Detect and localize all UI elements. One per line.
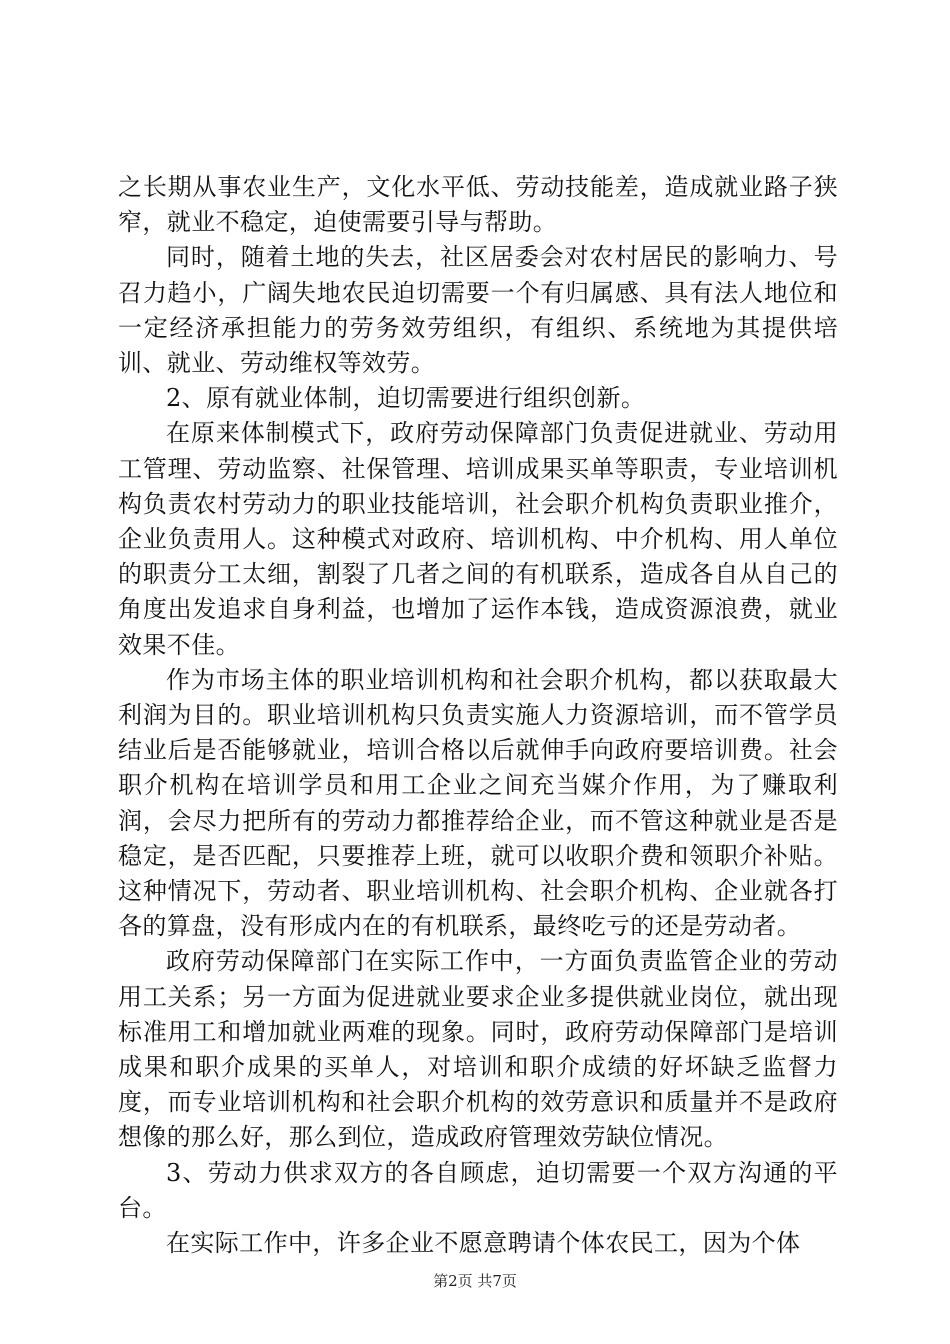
paragraph-1: 之长期从事农业生产，文化水平低、劳动技能差，造成就业路子狭窄，就业不稳定，迫使需要引导与帮助。	[118, 173, 838, 237]
paragraph-6: 在实际工作中，许多企业不愿意聘请个体农民工，因为个体	[166, 1229, 801, 1258]
paragraph-4: 作为市场主体的职业培训机构和社会职介机构，都以获取最大利润为目的。职业培训机构只负责实施人力资源培训，而不管学员结业后是否能够就业，培训合格以后就伸手向政府要培训费。社会职介机构在培训学员和用工企业之间充当媒介作用，为了赚取利润，会尽力把所有的劳动力都推荐给企业，而不管这种就业是否是稳定，是否匹配，只要推荐上班，就可以收职介费和领职介补贴。这种情况下，劳动者、职业培训机构、社会职介机构、企业就各打各的算盘，没有形成内在的有机联系，最终吃亏的还是劳动者。	[118, 665, 838, 941]
paragraph-3: 在原来体制模式下，政府劳动保障部门负责促进就业、劳动用工管理、劳动监察、社保管理、培训成果买单等职责，专业培训机构负责农村劳动力的职业技能培训，社会职介机构负责职业推介，企业负责用人。这种模式对政府、培训机构、中介机构、用人单位的职责分工太细，割裂了几者之间的有机联系，造成各自从自己的角度出发追求自身利益，也增加了运作本钱，造成资源浪费，就业效果不佳。	[118, 419, 838, 659]
paragraph-2: 同时，随着土地的失去，社区居委会对农村居民的影响力、号召力趋小，广阔失地农民迫切需要一个有归属感、具有法人地位和一定经济承担能力的劳务效劳组织，有组织、系统地为其提供培训、就业、劳动维权等效劳。	[118, 243, 838, 378]
page-number-footer: 第2页 共7页	[433, 1272, 517, 1290]
section-heading-3: 3、劳动力供求双方的各自顾虑，迫切需要一个双方沟通的平台。	[118, 1158, 838, 1222]
paragraph-5: 政府劳动保障部门在实际工作中，一方面负责监管企业的劳动用工关系；另一方面为促进就业要求企业多提供就业岗位，就出现标准用工和增加就业两难的现象。同时，政府劳动保障部门是培训成果和职介成果的买单人，对培训和职介成绩的好坏缺乏监督力度，而专业培训机构和社会职介机构的效劳意识和质量并不是政府想像的那么好，那么到位，造成政府管理效劳缺位情况。	[118, 947, 838, 1152]
section-heading-2: 2、原有就业体制，迫切需要进行组织创新。	[166, 384, 646, 413]
document-body	[118, 170, 838, 1261]
